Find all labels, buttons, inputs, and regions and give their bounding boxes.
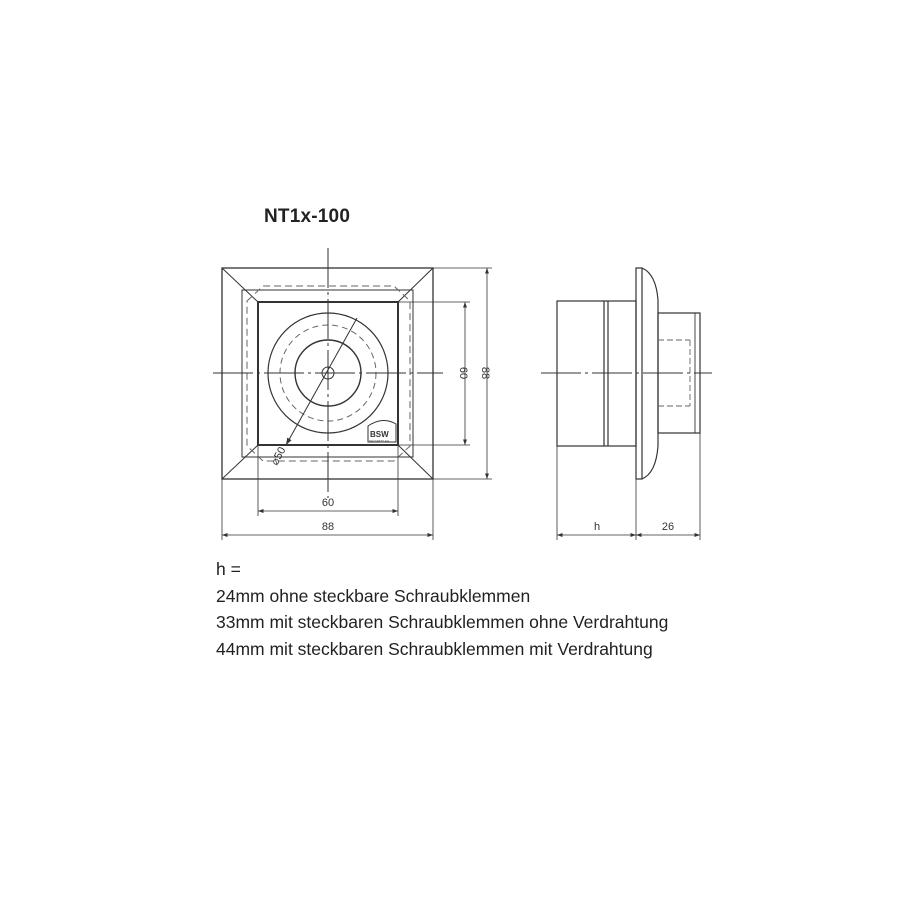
product-title: NT1x-100 bbox=[264, 206, 351, 227]
notes-heading: h = bbox=[216, 559, 241, 579]
front-view bbox=[213, 248, 443, 498]
logo-subtext: SECURITY AG bbox=[369, 439, 390, 443]
label-depth: 26 bbox=[661, 521, 675, 533]
side-view bbox=[541, 268, 712, 479]
side-flange bbox=[636, 268, 642, 479]
side-housing bbox=[557, 301, 636, 446]
notes-line: 44mm mit steckbaren Schraubklemmen mit Verdrahtung bbox=[216, 638, 653, 659]
notes-block bbox=[216, 556, 668, 662]
label-inner-height: 60 bbox=[457, 366, 469, 380]
notes-line: 33mm mit steckbaren Schraubklemmen ohne Verdrahtung bbox=[216, 612, 669, 632]
logo-text: BSW bbox=[370, 430, 389, 439]
label-outer-width: 88 bbox=[321, 521, 335, 533]
notes-line: 24mm ohne steckbare Schraubklemmen bbox=[216, 585, 531, 606]
label-inner-width: 60 bbox=[321, 497, 335, 509]
diameter-label: ⌀50 bbox=[269, 445, 289, 468]
bsw-logo bbox=[368, 420, 396, 443]
label-h: h bbox=[593, 521, 601, 533]
side-cover bbox=[642, 268, 658, 479]
label-outer-height: 88 bbox=[479, 366, 491, 380]
